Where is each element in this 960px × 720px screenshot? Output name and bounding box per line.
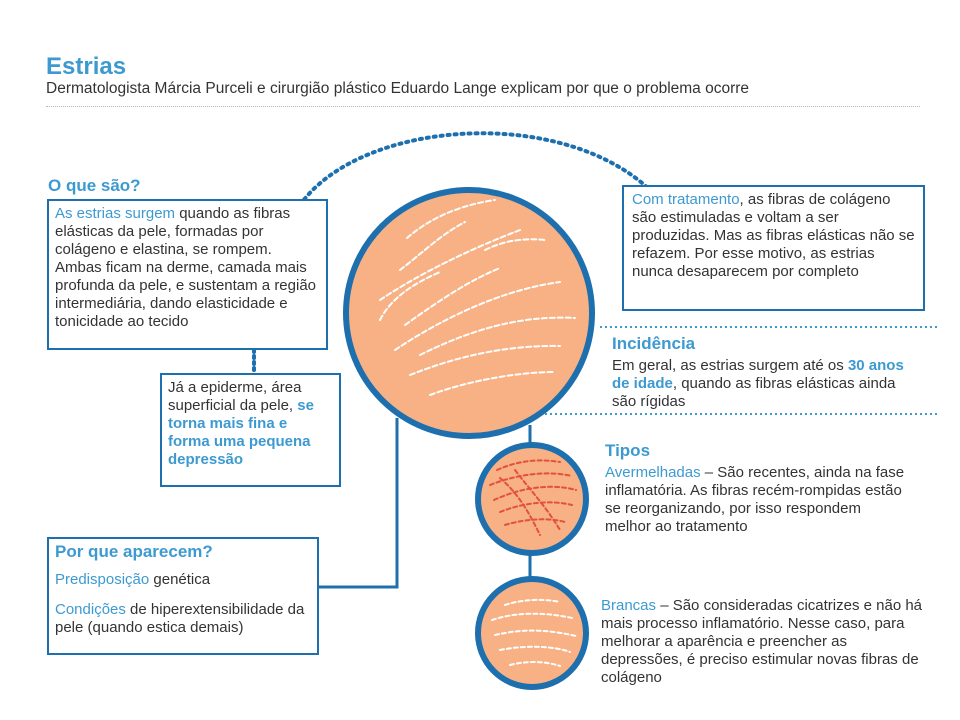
incidencia-highlight: 30 anos de idade (612, 357, 904, 392)
por-que-item-1-text: genética (149, 571, 211, 588)
header-divider (46, 106, 920, 107)
o-que-sao-box (47, 199, 328, 350)
tipo-brancas-text: – São consideradas cicatrizes e não há mais processo inflamatório. Nesse caso, para melhorar a aparência e preencher as depressões, é preciso estimular novas fibras de colágeno (601, 597, 923, 686)
skin-circle-large (346, 190, 592, 436)
page-title: Estrias (46, 53, 127, 80)
page-subtitle: Dermatologista Márcia Purceli e cirurgião plástico Eduardo Lange explicam por que o problema ocorre (46, 80, 750, 97)
tipo-brancas (601, 597, 931, 687)
epiderme-box (160, 373, 341, 487)
tratamento-highlight: Com tratamento (632, 191, 740, 208)
por-que-item-1 (55, 571, 311, 589)
tipo-avermelhadas (605, 464, 910, 536)
incidencia-text-before: Em geral, as estrias surgem até os (612, 357, 848, 374)
por-que-item-2-text: de hiperextensibilidade da pele (quando estica demais) (55, 601, 305, 636)
tipo-avermelhadas-label: Avermelhadas (605, 464, 701, 481)
epiderme-highlight: se torna mais fina e forma uma pequena depressão (168, 397, 314, 468)
o-que-sao-highlight: As estrias surgem (55, 205, 176, 222)
tipos-heading: Tipos (605, 441, 651, 460)
incidencia-heading: Incidência (612, 334, 696, 353)
por-que-heading: Por que aparecem? (55, 542, 213, 561)
incidencia-text-after: , quando as fibras elásticas ainda são rígidas (612, 375, 896, 410)
por-que-item-1-highlight: Predisposição (55, 571, 150, 588)
por-que-item-2 (55, 601, 311, 637)
skin-circle-white (478, 579, 586, 687)
o-que-sao-heading: O que são? (48, 176, 141, 195)
tratamento-box (622, 185, 925, 311)
skin-circle-red (478, 445, 586, 553)
epiderme-text: Já a epiderme, área superficial da pele, (168, 379, 302, 414)
tratamento-text: , as fibras de colágeno são estimuladas e voltam a ser produzidas. Mas as fibras elásticas não se refazem. Por esse motivo, as estrias nunca desaparecem por completo (632, 191, 915, 280)
o-que-sao-text: quando as fibras elásticas da pele, formadas por colágeno e elastina, se rompem. Ambas ficam na derme, camada mais profunda da pele, e sustentam a região intermediária, dando elasticidade e tonicidade ao tecido (55, 205, 317, 330)
por-que-box (47, 537, 319, 655)
por-que-item-2-highlight: Condições (55, 601, 126, 618)
tipo-brancas-label: Brancas (601, 597, 657, 614)
tipo-avermelhadas-text: – São recentes, ainda na fase inflamatória. As fibras recém-rompidas estão se reorganizando, por isso respondem melhor ao tratamento (605, 464, 905, 535)
incidencia-text (612, 357, 912, 411)
